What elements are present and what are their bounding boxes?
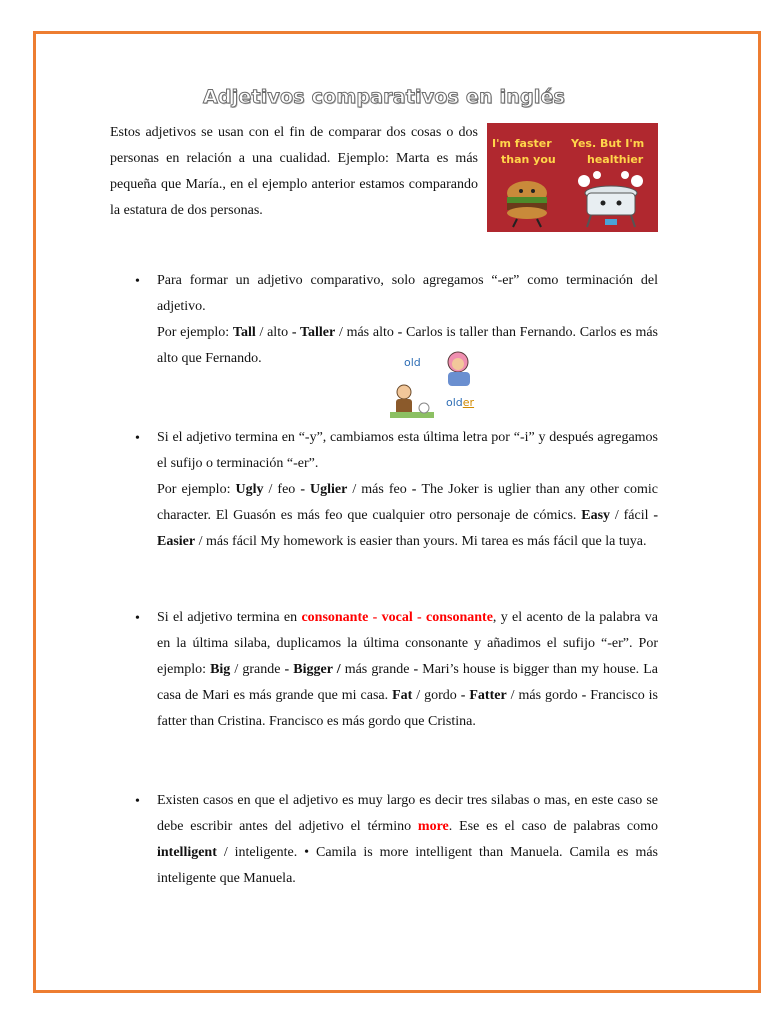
bullet-4: • xyxy=(135,794,140,809)
word-big: Big xyxy=(210,662,231,677)
rule-2-t2: / más feo xyxy=(347,482,412,497)
rule-2-dash2: - xyxy=(411,482,422,497)
label-older xyxy=(446,396,474,409)
rule-3-dash4: - xyxy=(581,688,591,703)
rule-2-t4: / fácil xyxy=(610,508,654,523)
cartoon-text-right-1: Yes. But I'm xyxy=(571,137,645,150)
rule-2-text: Si el adjetivo termina en “-y”, cambiamos esta última letra por “-i” y después agregamos el sufijo o terminación “-er”. xyxy=(157,430,658,471)
rule-3-t7: / más gordo xyxy=(506,688,582,703)
bullet-2: • xyxy=(135,431,140,446)
rule-3-t8: Francisco is fatter than Cristina. Francisco es más gordo que Cristina. xyxy=(157,688,658,729)
rule-3-t5: Mari’s house is bigger than my house. La casa de Mari es más grande que mi casa. xyxy=(157,662,658,703)
word-taller: Taller xyxy=(299,325,336,340)
cartoon-text-right-2: healthier xyxy=(587,153,644,166)
label-older-base: old xyxy=(446,396,463,409)
rule-3-paragraph xyxy=(157,605,658,735)
rule-1-text: Para formar un adjetivo comparativo, solo agregamos “-er” como terminación del adjetivo. xyxy=(157,273,658,314)
rule-2-dash1: - xyxy=(300,482,311,497)
rule-2-t5: / más fácil My homework is easier than yours. Mi tarea es más fácil que la tuya. xyxy=(195,534,647,549)
rule-3-dash1: - xyxy=(284,662,294,677)
word-tall: Tall xyxy=(232,325,256,340)
rule-1-t3: Carlos is taller than Fernando. Carlos es más alto que Fernando. xyxy=(157,325,658,366)
rule-3-t3: / grande xyxy=(230,662,285,677)
rule-4-t1: Existen casos en que el adjetivo es muy largo es decir tres silabas o mas, en este caso se debe escribir antes del adjetivo el término xyxy=(157,793,658,834)
word-fat: Fat xyxy=(392,688,413,703)
cartoon-text-left-1: I'm faster xyxy=(492,137,552,150)
word-ugly: Ugly xyxy=(235,482,264,497)
faster-healthier-cartoon xyxy=(487,123,658,232)
rule-2-t3: The Joker is uglier than any other comic character. El Guasón es más feo que cualquier otro personaje de cómics. xyxy=(157,482,658,523)
word-more: more xyxy=(417,819,449,834)
old-older-illustration xyxy=(386,350,486,422)
rule-3-highlight: consonante - vocal - consonante xyxy=(301,610,493,625)
rule-3-dash3: - xyxy=(460,688,470,703)
rule-3-t4: más grande xyxy=(340,662,414,677)
word-bigger: Bigger / xyxy=(293,662,341,677)
word-fatter: Fatter xyxy=(469,688,507,703)
old-woman-icon xyxy=(448,352,470,386)
rule-3-t2: , y el acento de la palabra va en la última silaba, duplicamos la última consonante y añadimos el sufijo “-er”. Por ejemplo: xyxy=(157,610,658,677)
rule-3-t6: / gordo xyxy=(412,688,461,703)
rule-4-t3: / inteligente. • Camila is more intelligent than Manuela. Camila es más inteligente que Manuela. xyxy=(157,845,658,886)
rule-4-paragraph xyxy=(157,788,658,892)
label-older-suffix: er xyxy=(462,396,475,409)
word-uglier: Uglier xyxy=(310,482,348,497)
rule-3-t1: Si el adjetivo termina en xyxy=(157,610,302,625)
word-easy: Easy xyxy=(581,508,611,523)
rule-1-dash2: - xyxy=(397,325,406,340)
word-intelligent: intelligent xyxy=(157,845,217,860)
rule-2-paragraph xyxy=(157,425,658,555)
rule-1-dash1: - xyxy=(291,325,300,340)
word-easier: Easier xyxy=(157,534,196,549)
rule-2-example xyxy=(157,477,658,555)
rule-2-t1: / feo xyxy=(263,482,301,497)
bullet-3: • xyxy=(135,611,140,626)
rule-1-example-prefix: Por ejemplo: xyxy=(157,325,233,340)
old-man-icon xyxy=(390,385,434,418)
rule-1-t1: / alto xyxy=(255,325,292,340)
label-old: old xyxy=(404,356,421,369)
rule-1-t2: / más alto xyxy=(335,325,398,340)
page-title: Adjetivos comparativos en inglés xyxy=(202,86,566,108)
rule-3-dash2: - xyxy=(413,662,423,677)
rule-4-t2: . Ese es el caso de palabras como xyxy=(448,819,658,834)
cartoon-text-left-2: than you xyxy=(501,153,556,166)
intro-paragraph: Estos adjetivos se usan con el fin de comparar dos cosas o dos personas en relación a una cualidad. Ejemplo: Marta es más pequeña que María., en el ejemplo anterior estamos comparando la estatura de dos personas. xyxy=(110,125,478,218)
rule-2-example-prefix: Por ejemplo: xyxy=(157,482,236,497)
bullet-1: • xyxy=(135,274,140,289)
rule-2-dash3: - xyxy=(653,508,658,523)
